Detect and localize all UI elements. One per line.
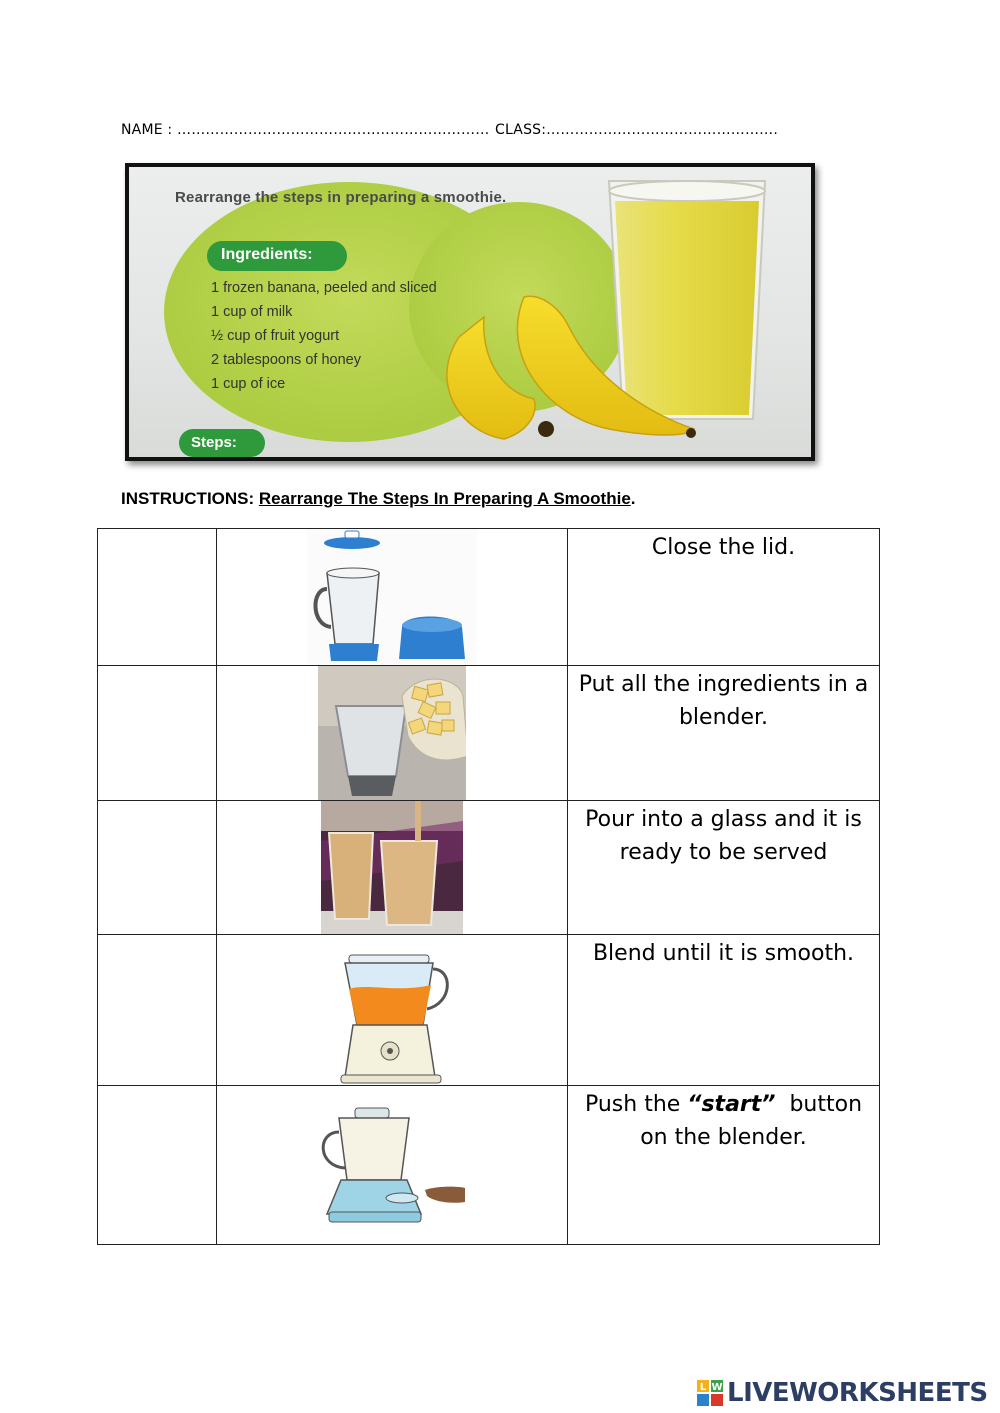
ingredients-label: Ingredients: bbox=[207, 241, 347, 271]
push-start-blender-picture bbox=[317, 1106, 467, 1226]
step-text-cell bbox=[568, 666, 880, 801]
picture-cell bbox=[217, 801, 568, 935]
answer-cell[interactable] bbox=[98, 666, 217, 801]
ingredients-into-blender-picture bbox=[318, 666, 466, 800]
step-text-after: button on the blender. bbox=[640, 1092, 870, 1150]
table-row bbox=[98, 935, 880, 1086]
table-row bbox=[98, 1086, 880, 1245]
steps-table bbox=[97, 528, 880, 1245]
banner-title: Rearrange the steps in preparing a smoothie. bbox=[175, 189, 507, 206]
smoothie-glasses-picture bbox=[321, 801, 463, 934]
table-row bbox=[98, 666, 880, 801]
ingredient-item: 1 frozen banana, peeled and sliced bbox=[211, 280, 437, 296]
blender-lid-picture bbox=[307, 529, 477, 664]
name-field[interactable]: NAME : ………………………………………………………… bbox=[121, 122, 490, 138]
answer-cell[interactable] bbox=[98, 529, 217, 666]
step-text-cell bbox=[568, 1086, 880, 1245]
liveworksheets-logo bbox=[697, 1376, 988, 1410]
start-keyword: “start” bbox=[687, 1092, 776, 1117]
step-text-cell bbox=[568, 935, 880, 1086]
step-text-cell bbox=[568, 529, 880, 666]
ingredients-list bbox=[211, 277, 437, 397]
table-row bbox=[98, 801, 880, 935]
ingredient-item: 1 cup of ice bbox=[211, 376, 286, 392]
answer-cell[interactable] bbox=[98, 935, 217, 1086]
picture-cell bbox=[217, 666, 568, 801]
liveworksheets-wordmark: LIVEWORKSHEETS bbox=[727, 1378, 988, 1408]
class-field[interactable]: CLASS:…………………………………………. bbox=[495, 122, 779, 138]
logo-letter-l: L bbox=[699, 1382, 707, 1393]
picture-cell bbox=[217, 935, 568, 1086]
smoothie-glass bbox=[609, 181, 765, 419]
step-text-cell bbox=[568, 801, 880, 935]
step-text-before: Push the bbox=[584, 1092, 688, 1117]
instructions-text: Rearrange The Steps In Preparing A Smoothie bbox=[258, 489, 631, 508]
table-row bbox=[98, 529, 880, 666]
answer-cell[interactable] bbox=[98, 801, 217, 935]
step-text: Pour into a glass and it is ready to be served bbox=[585, 807, 862, 865]
picture-cell bbox=[217, 1086, 568, 1245]
ingredient-item: 2 tablespoons of honey bbox=[211, 352, 361, 368]
instructions-period: . bbox=[630, 489, 636, 508]
step-text: Close the lid. bbox=[651, 535, 796, 560]
instructions-label: INSTRUCTIONS: bbox=[121, 489, 255, 508]
picture-cell bbox=[217, 529, 568, 666]
blending-blender-picture bbox=[327, 953, 457, 1085]
step-text: Blend until it is smooth. bbox=[592, 941, 855, 966]
smoothie-recipe-banner bbox=[125, 163, 815, 461]
ingredient-item: ½ cup of fruit yogurt bbox=[211, 328, 340, 344]
steps-label: Steps: bbox=[179, 429, 265, 457]
logo-letter-w: W bbox=[711, 1382, 723, 1393]
step-text: Put all the ingredients in a blender. bbox=[578, 672, 869, 730]
ingredient-item: 1 cup of milk bbox=[211, 304, 293, 320]
liveworksheets-icon bbox=[697, 1380, 723, 1406]
answer-cell[interactable] bbox=[98, 1086, 217, 1245]
instructions-line bbox=[121, 489, 636, 509]
